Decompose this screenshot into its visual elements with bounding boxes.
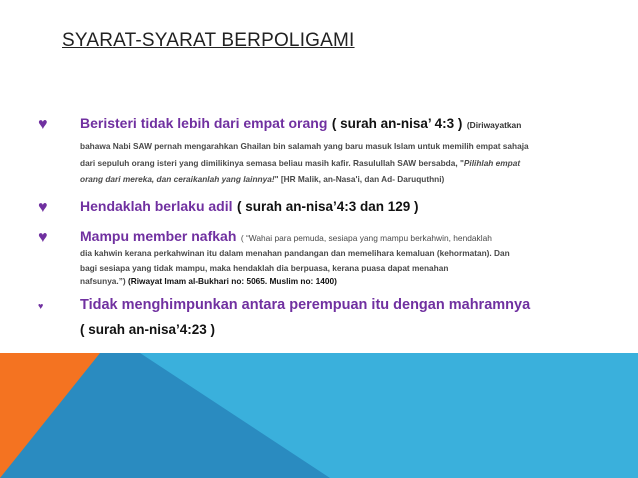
bullet-reference: ( surah an-nisa’4:3 dan 129 ) <box>236 199 419 214</box>
heart-bullet-icon: ♥ <box>38 229 48 246</box>
bullet-reference: ( surah an-nisa’4:23 ) <box>80 322 216 337</box>
decorative-bottom-band <box>0 353 638 478</box>
bullet-note: (Diriwayatkan <box>466 120 522 130</box>
bullet-reference: ( surah an-nisa’ 4:3 ) <box>331 116 463 131</box>
body-line: bahawa Nabi SAW pernah mengarahkan Ghailan bin salamah yang baru masuk Islam untuk memilih empat sahaja <box>80 141 529 151</box>
bullet-item-4 <box>80 296 530 314</box>
bullet-item-2 <box>80 198 419 216</box>
bullet-note: ( “Wahai para pemuda, sesiapa yang mampu berkahwin, hendaklah <box>240 233 492 243</box>
bullet-heading: Beristeri tidak lebih dari empat orang <box>80 115 328 131</box>
bullet-item-1 <box>80 115 521 133</box>
bullet-heading: Mampu member nafkah <box>80 228 237 244</box>
bullet-heading: Hendaklah berlaku adil <box>80 198 233 214</box>
body-line: orang dari mereka, dan ceraikanlah yang lainnya!" [HR Malik, an-Nasa'i, dan Ad- Daruquthni) <box>80 174 445 184</box>
heart-bullet-icon: ♥ <box>38 116 48 133</box>
bullet-reference-line <box>80 321 215 339</box>
slide-title: SYARAT-SYARAT BERPOLIGAMI <box>62 30 355 51</box>
heart-bullet-icon: ♥ <box>38 199 48 216</box>
bullet-heading: Tidak menghimpunkan antara perempuan itu dengan mahramnya <box>80 297 531 313</box>
bullet-item-3 <box>80 228 492 246</box>
heart-bullet-icon: ♥ <box>38 301 44 311</box>
body-line: nafsunya.”) (Riwayat Imam al-Bukhari no: 5065. Muslim no: 1400) <box>80 276 337 286</box>
body-line: dia kahwin kerana perkahwinan itu dalam menahan pandangan dan memelihara kemaluan (kehormatan). Dan <box>80 248 510 258</box>
body-line: bagi sesiapa yang tidak mampu, maka hendaklah dia berpuasa, kerana puasa dapat menahan <box>80 263 449 273</box>
body-line: dari sepuluh orang isteri yang dimilikinya semasa beliau masih kafir. Rasulullah SAW bersabda, "Pilihlah empat <box>80 158 521 168</box>
